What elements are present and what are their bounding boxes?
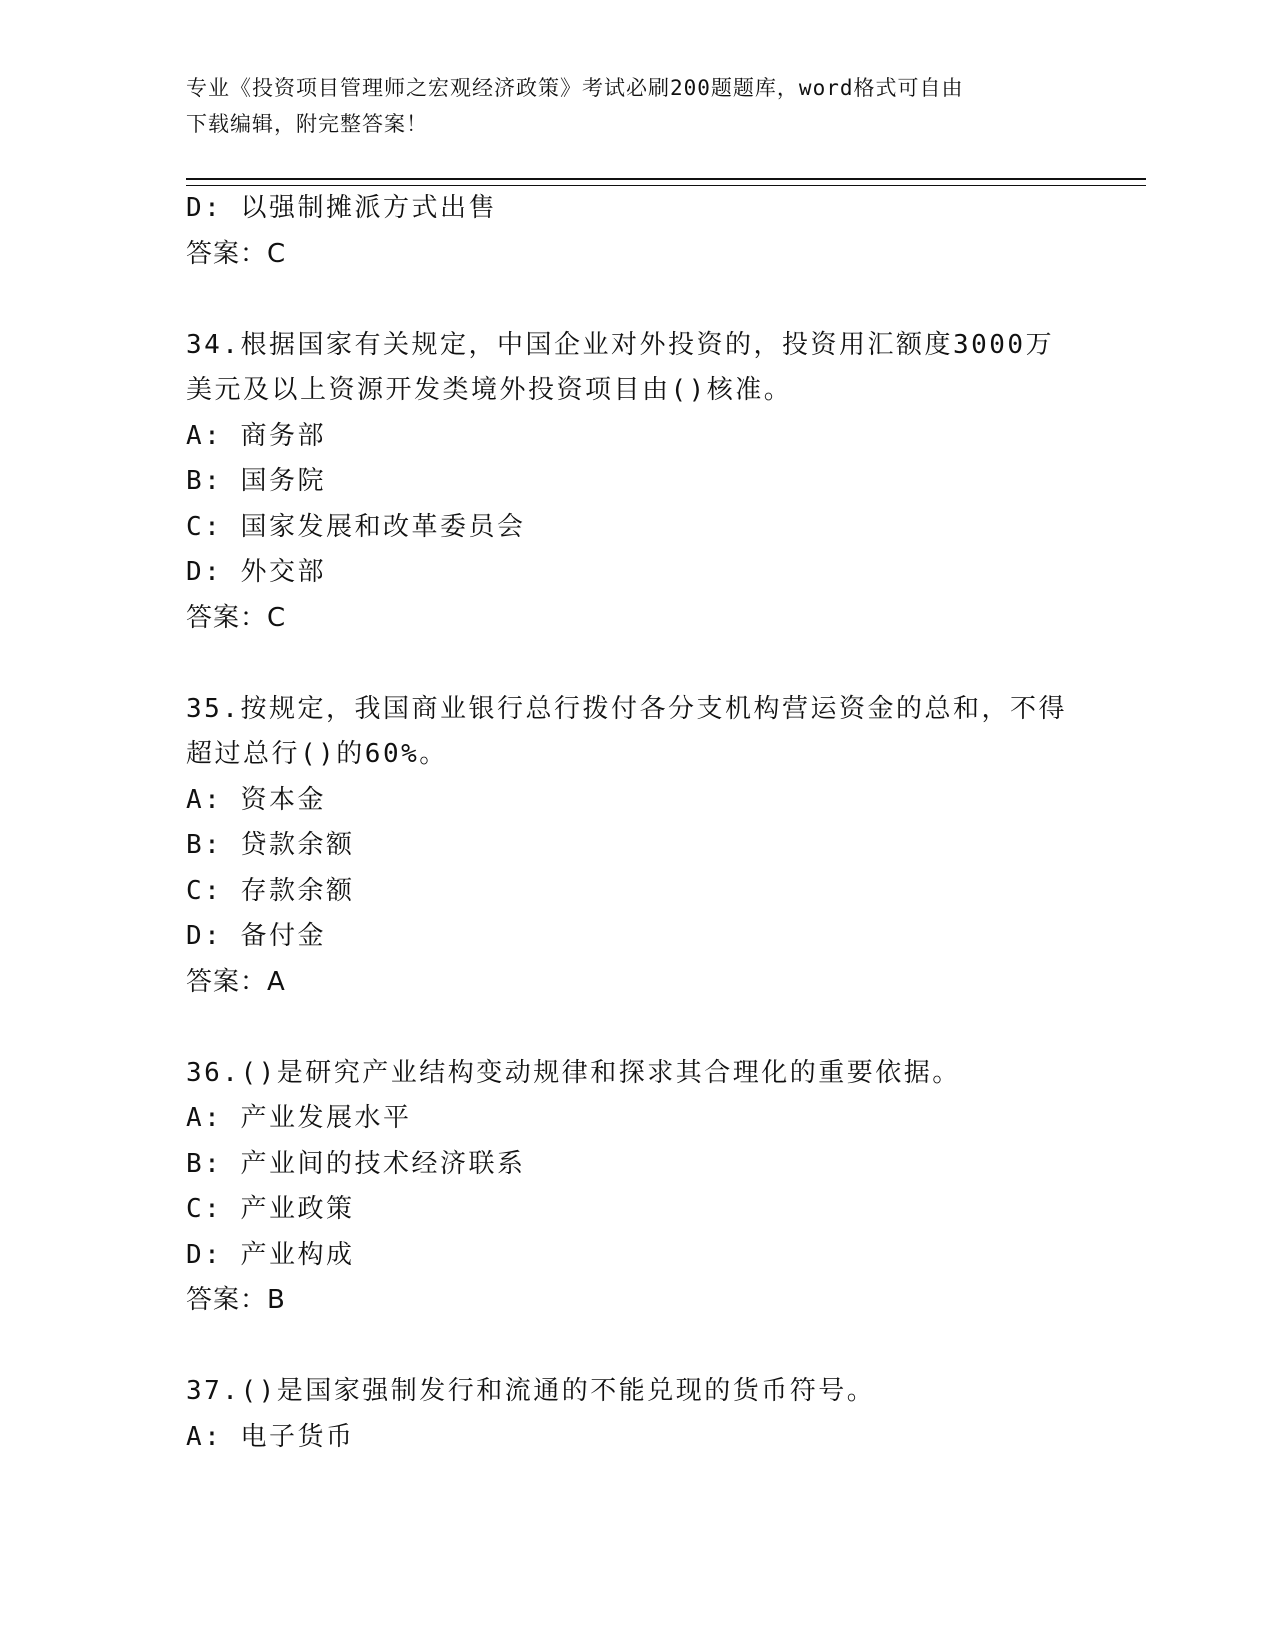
option-a: A: 资本金 — [186, 784, 326, 815]
spacer — [186, 1324, 1086, 1370]
option-b: B: 国务院 — [186, 466, 326, 496]
option-d: D: 产业构成 — [186, 1239, 355, 1270]
spacer — [186, 641, 1086, 687]
answer: 答案：A — [186, 966, 286, 997]
option-a: A: 商务部 — [186, 420, 326, 451]
option-c: C: 产业政策 — [186, 1194, 355, 1224]
question-37 — [186, 1369, 1086, 1460]
question-35 — [186, 687, 1086, 1006]
question-stem: 美元及以上资源开发类境外投资项目由()核准。 — [186, 375, 793, 405]
option-d: D: 外交部 — [186, 557, 326, 587]
answer: 答案：C — [186, 602, 287, 633]
question-stem: 34.根据国家有关规定，中国企业对外投资的，投资用汇额度3000万 — [186, 329, 1055, 360]
question-content — [186, 186, 1086, 1460]
question-34 — [186, 323, 1086, 642]
option-d: D: 备付金 — [186, 921, 326, 951]
option-a: A: 电子货币 — [186, 1421, 355, 1452]
prev-question-option-d: D: 以强制摊派方式出售 — [186, 193, 497, 223]
option-a: A: 产业发展水平 — [186, 1103, 412, 1133]
option-c: C: 存款余额 — [186, 875, 355, 906]
question-stem: 超过总行()的60%。 — [186, 739, 448, 769]
question-36 — [186, 1051, 1086, 1324]
header-line-2: 下载编辑，附完整答案！ — [186, 112, 428, 136]
option-b: B: 产业间的技术经济联系 — [186, 1148, 526, 1179]
option-c: C: 国家发展和改革委员会 — [186, 511, 526, 542]
option-b: B: 贷款余额 — [186, 830, 355, 860]
question-stem: 37.()是国家强制发行和流通的不能兑现的货币符号。 — [186, 1376, 876, 1406]
answer: 答案：B — [186, 1285, 286, 1315]
document-header — [186, 70, 1076, 142]
question-stem: 35.按规定，我国商业银行总行拨付各分支机构营运资金的总和，不得 — [186, 693, 1067, 724]
header-line-1: 专业《投资项目管理师之宏观经济政策》考试必刷200题题库，word格式可自由 — [186, 76, 964, 100]
prev-question-answer: 答案：C — [186, 238, 287, 269]
header-divider-thick — [186, 178, 1146, 180]
spacer — [186, 1005, 1086, 1051]
question-stem: 36.()是研究产业结构变动规律和探求其合理化的重要依据。 — [186, 1057, 961, 1088]
spacer — [186, 277, 1086, 323]
